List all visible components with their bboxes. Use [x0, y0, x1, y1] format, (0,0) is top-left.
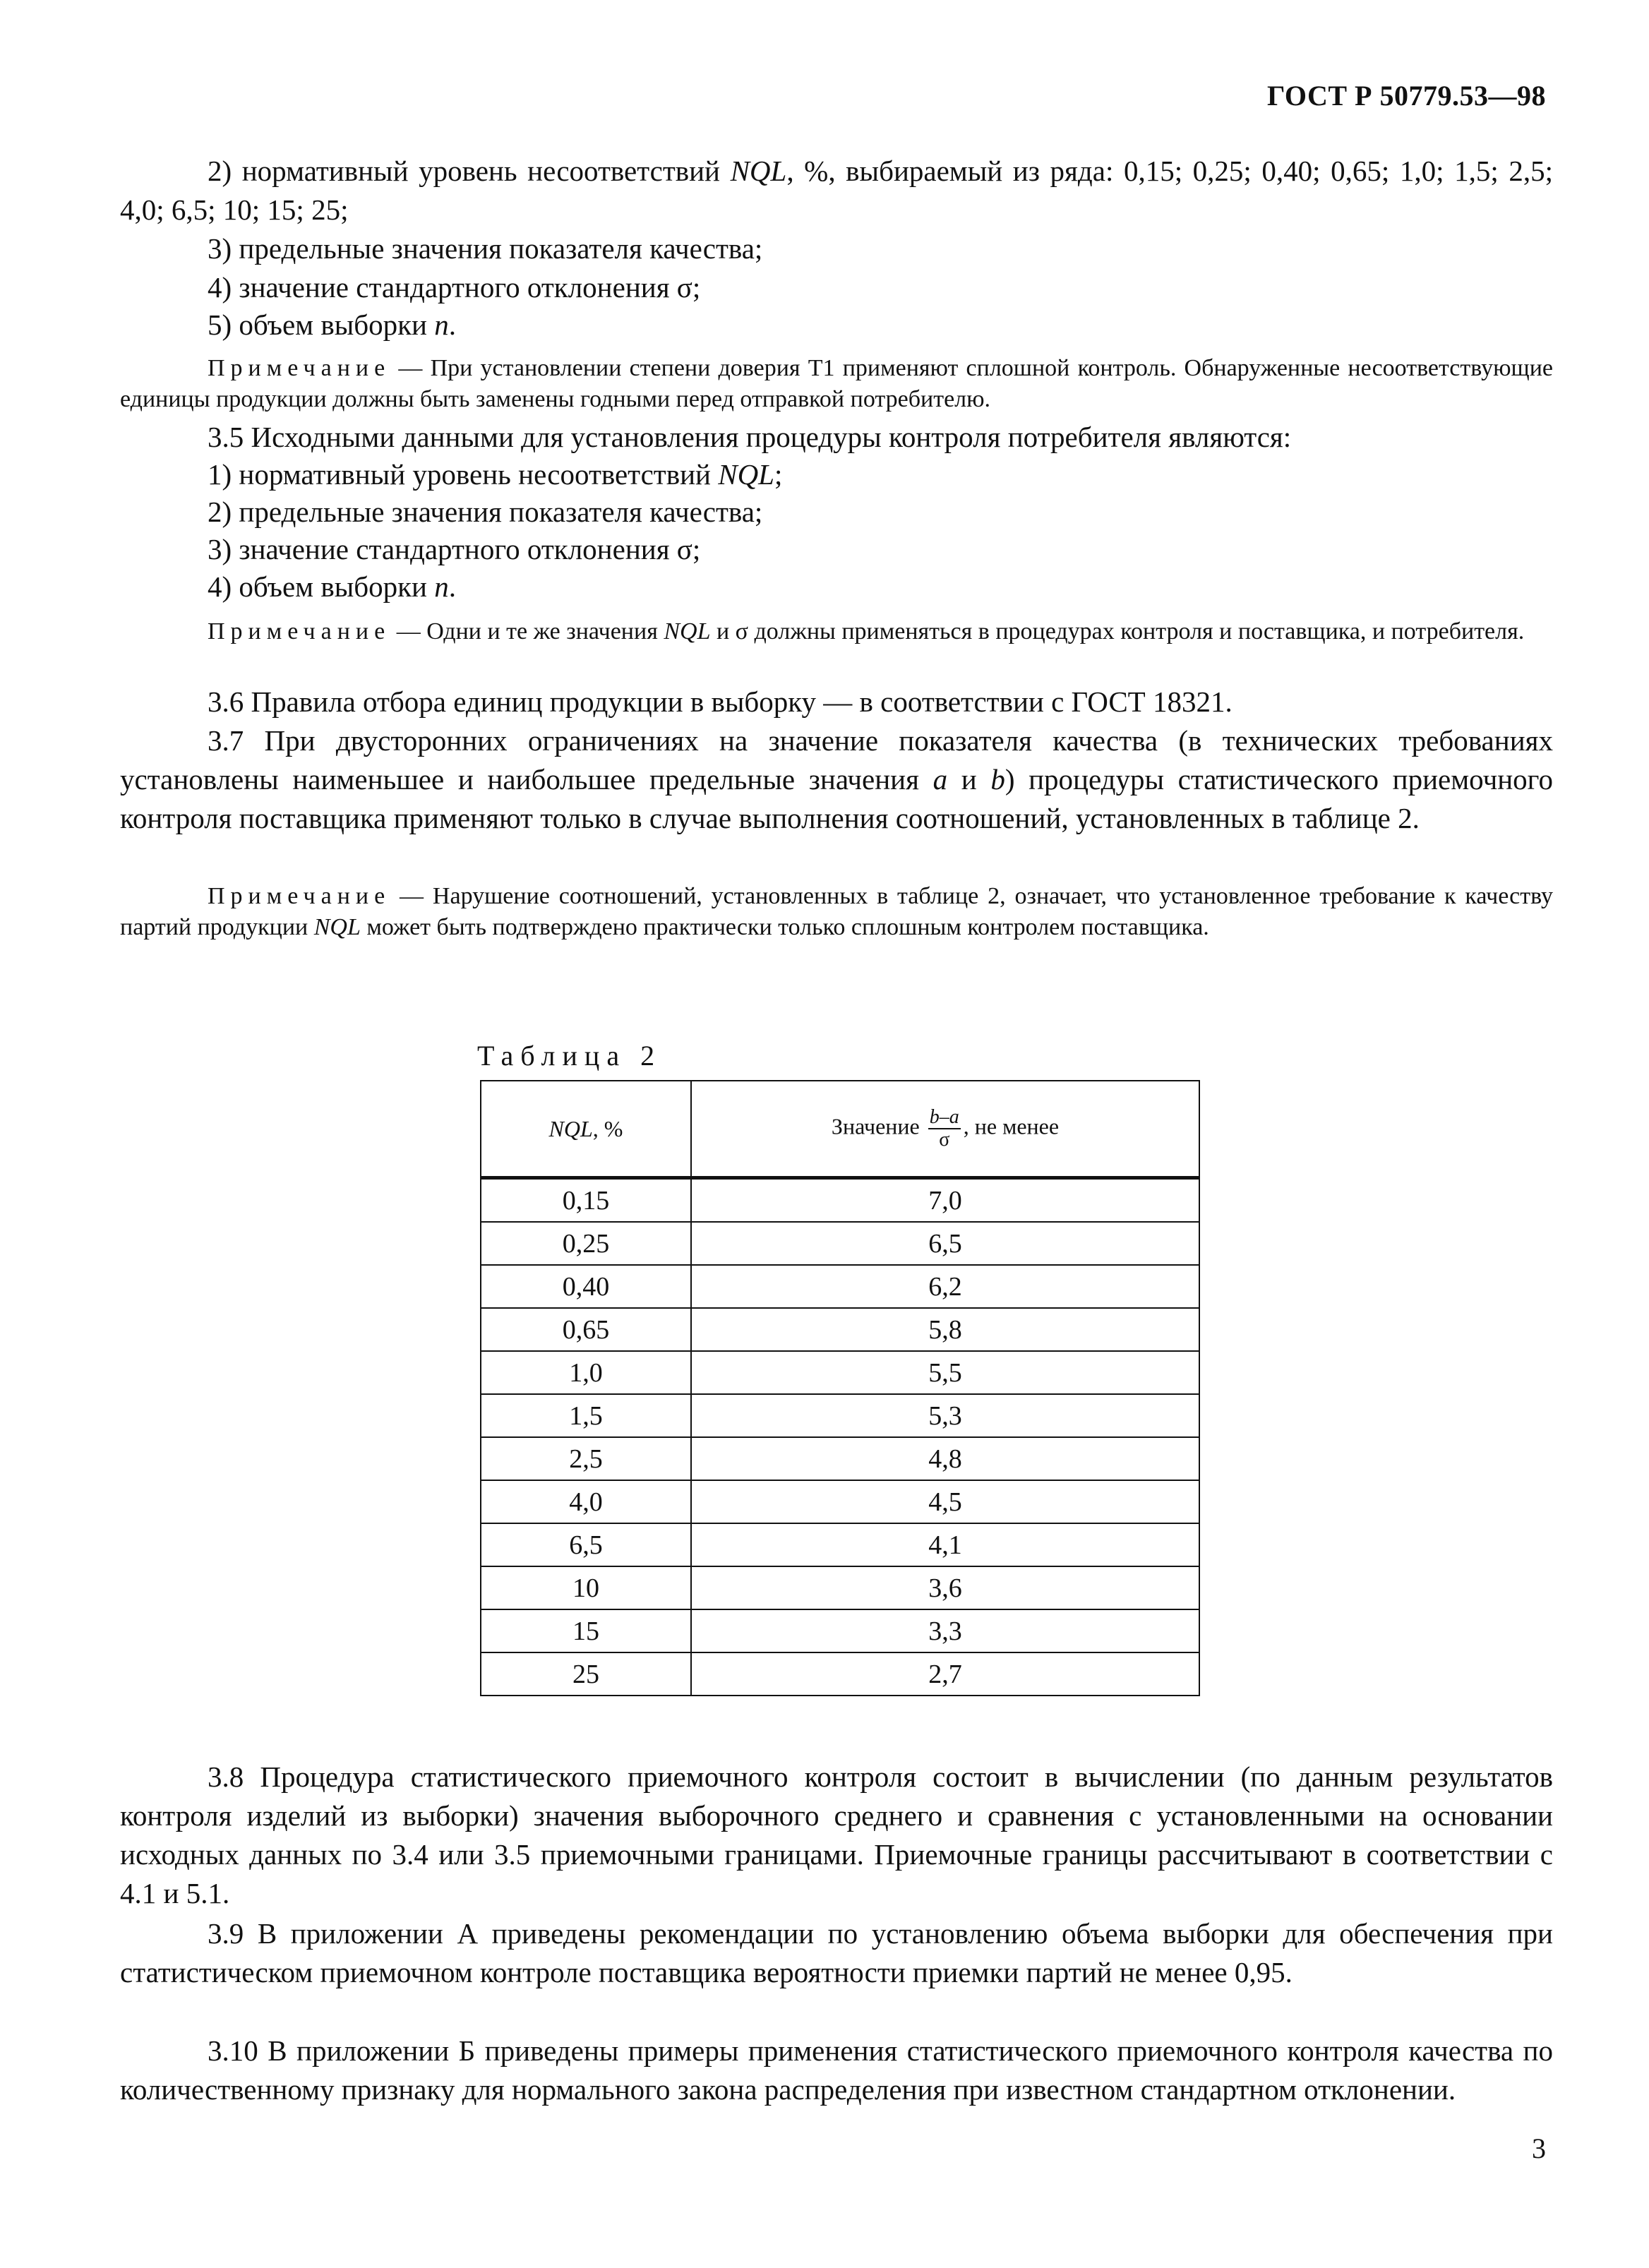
list-item-5-tail: . [448, 308, 456, 341]
note-label: Примечание [208, 618, 391, 644]
cell-ratio: 4,8 [691, 1437, 1199, 1480]
table-header-row [481, 1081, 1199, 1178]
col1-tail: , % [592, 1115, 623, 1141]
p37-and: и [947, 763, 991, 796]
paragraph-3-7 [120, 721, 1553, 838]
table-row [481, 1178, 1199, 1223]
p37-tail: ) процедуры статистического приемочного контроля поставщика применяют только в случае выполнения соотношений, установленных в таблице 2. [120, 763, 1553, 834]
table-row [481, 1265, 1199, 1308]
note-3 [120, 881, 1553, 943]
paragraph-3-10: 3.10 В приложении Б приведены примеры применения статистического приемочного контроля качества по количественному признаку для нормального закона распределения при известном стандартном отклонении. [120, 2034, 1553, 2106]
a-term: a [933, 763, 948, 796]
note-tail: и σ должны применяться в процедурах контроля и поставщика, и потребителя. [710, 618, 1525, 644]
note-text: — При установлении степени доверия Т1 применяют сплошной контроль. Обнаруженные несоответствующие единицы продукции должны быть заменены годными перед отправкой потребителю. [120, 355, 1553, 412]
nql-term: NQL [730, 155, 787, 187]
cell-ratio: 4,5 [691, 1480, 1199, 1523]
cell-nql: 0,25 [481, 1222, 691, 1265]
n-term: n [434, 570, 449, 603]
note-1 [120, 353, 1553, 415]
p35-item-3: 3) значение стандартного отклонения σ; [208, 533, 701, 565]
table-row [481, 1480, 1199, 1523]
note-head: — Нарушение соотношений, установленных в таблице 2, означает, что установленное требование к качеству партий продукции [120, 883, 1553, 940]
page-number: 3 [1532, 2132, 1546, 2164]
ratio-fraction [928, 1107, 961, 1151]
list-item-2 [120, 152, 1553, 229]
col2-tail: , не менее [963, 1113, 1060, 1139]
paragraph-3-8: 3.8 Процедура статистического приемочного контроля состоит в вычислении (по данным результатов контроля изделий из выборки) значения выборочного среднего и сравнения с установленными на основании исходных данных по 3.4 или 3.5 приемочными границами. Приемочные границы рассчитывают в соответствии с 4.1 и 5.1. [120, 1760, 1553, 1909]
table-2-caption: Таблица 2 [477, 1040, 662, 1072]
cell-ratio: 4,1 [691, 1523, 1199, 1566]
paragraph-3-9: 3.9 В приложении А приведены рекомендации по установлению объема выборки для обеспечения при статистическом приемочном контроле поставщика вероятности приемки партий не менее 0,95. [120, 1917, 1553, 1988]
note-tail: может быть подтверждено практически только сплошным контролем поставщика. [360, 914, 1209, 940]
list-item-4: 4) значение стандартного отклонения σ; [208, 271, 701, 304]
list-item-3: 3) предельные значения показателя качества; [208, 232, 763, 265]
note-label: Примечание [208, 355, 391, 381]
p35-item-1-head: 1) нормативный уровень несоответствий [208, 458, 719, 491]
table-row [481, 1222, 1199, 1265]
cell-nql: 0,15 [481, 1178, 691, 1223]
cell-nql: 6,5 [481, 1523, 691, 1566]
nql-term: NQL [718, 458, 774, 491]
paragraph-3-6: 3.6 Правила отбора единиц продукции в выборку — в соответствии с ГОСТ 18321. [208, 685, 1233, 718]
cell-ratio: 5,8 [691, 1308, 1199, 1351]
fraction-numerator: b–a [929, 1106, 959, 1128]
cell-ratio: 6,5 [691, 1222, 1199, 1265]
cell-ratio: 2,7 [691, 1652, 1199, 1696]
note-2 [120, 616, 1553, 647]
p37-head: 3.7 При двусторонних ограничениях на значение показателя качества (в технических требованиях установлены наименьшее и наибольшее предельные значения [120, 724, 1553, 796]
table-row [481, 1308, 1199, 1351]
p35-item-1 [208, 455, 782, 494]
list-item-5 [208, 306, 456, 344]
cell-nql: 1,0 [481, 1351, 691, 1394]
document-header-code: ГОСТ Р 50779.53—98 [1266, 80, 1546, 112]
cell-ratio: 3,3 [691, 1609, 1199, 1652]
table-row [481, 1437, 1199, 1480]
cell-nql: 0,65 [481, 1308, 691, 1351]
cell-nql: 25 [481, 1652, 691, 1696]
b-term: b [990, 763, 1005, 796]
cell-nql: 0,40 [481, 1265, 691, 1308]
fraction-denominator: σ [939, 1129, 950, 1151]
table-row [481, 1523, 1199, 1566]
table-row [481, 1652, 1199, 1696]
p35-item-4-tail: . [448, 570, 456, 603]
paragraph-3-5: 3.5 Исходными данными для установления процедуры контроля потребителя являются: [208, 421, 1292, 453]
cell-nql: 15 [481, 1609, 691, 1652]
cell-ratio: 6,2 [691, 1265, 1199, 1308]
col2-head: Значение [831, 1113, 925, 1139]
table-row [481, 1351, 1199, 1394]
p35-item-4-head: 4) объем выборки [208, 570, 435, 603]
cell-ratio: 5,3 [691, 1394, 1199, 1437]
n-term: n [434, 308, 449, 341]
list-item-2-tail: , %, выбираемый из ряда: 0,15; 0,25; 0,40; 0,65; 1,0; 1,5; 2,5; 4,0; 6,5; 10; 15; 25; [120, 155, 1553, 226]
p35-item-2: 2) предельные значения показателя качества; [208, 496, 763, 528]
column-header-nql [481, 1081, 691, 1178]
table-2 [480, 1080, 1200, 1696]
nql-term: NQL [548, 1115, 593, 1141]
cell-ratio: 7,0 [691, 1178, 1199, 1223]
nql-term: NQL [313, 914, 361, 940]
list-item-5-head: 5) объем выборки [208, 308, 435, 341]
list-item-2-head: 2) нормативный уровень несоответствий [208, 155, 731, 187]
column-header-ratio [691, 1081, 1199, 1178]
note-label: Примечание [208, 883, 391, 909]
table-row [481, 1609, 1199, 1652]
note-head: — Одни и те же значения [390, 618, 664, 644]
p35-item-1-tail: ; [774, 458, 783, 491]
cell-ratio: 5,5 [691, 1351, 1199, 1394]
cell-ratio: 3,6 [691, 1566, 1199, 1609]
cell-nql: 10 [481, 1566, 691, 1609]
cell-nql: 1,5 [481, 1394, 691, 1437]
cell-nql: 4,0 [481, 1480, 691, 1523]
p35-item-4 [208, 568, 456, 606]
cell-nql: 2,5 [481, 1437, 691, 1480]
nql-term: NQL [664, 618, 711, 644]
table-row [481, 1394, 1199, 1437]
table-row [481, 1566, 1199, 1609]
